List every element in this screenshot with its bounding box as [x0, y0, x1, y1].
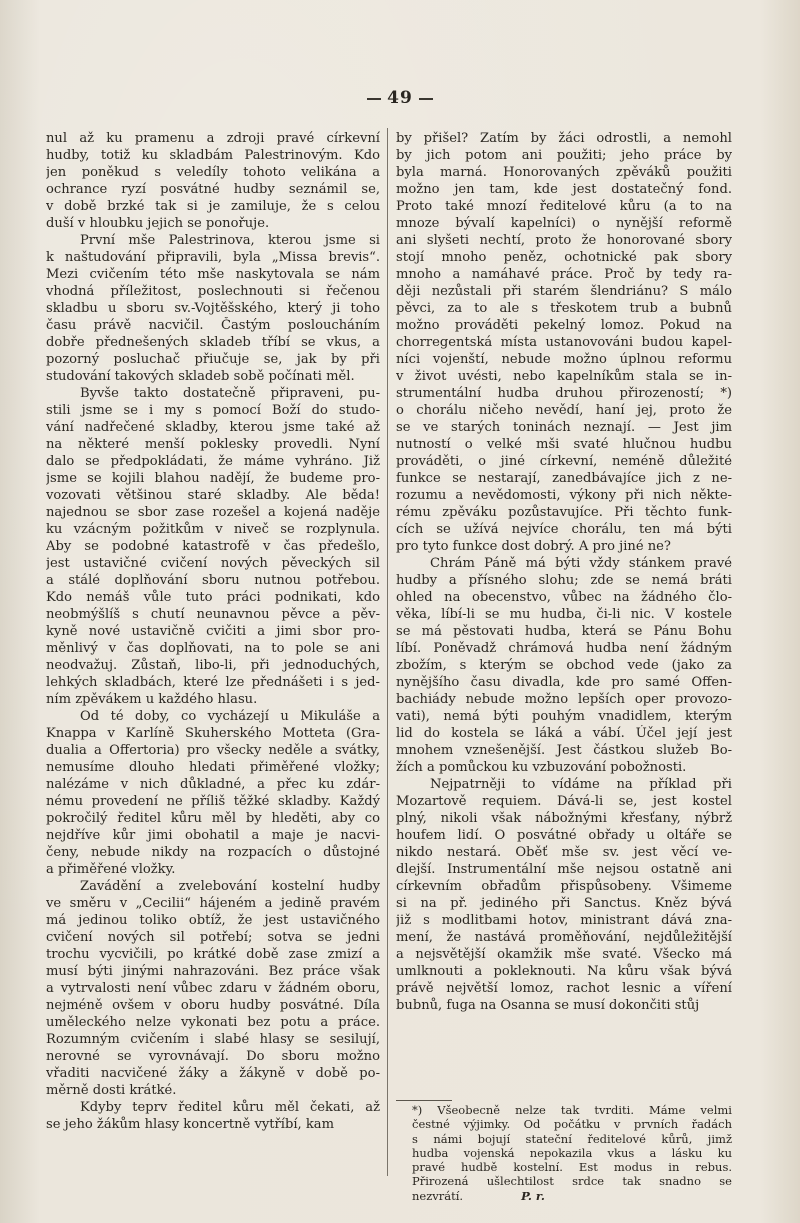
text-line: vhodná příležitost, poslechnouti si řečenou — [46, 284, 380, 299]
text-line: Kdo nemáš vůle tuto práci podnikati, kdo — [46, 590, 380, 605]
text-line: ději nezůstali při starém šlendriánu? S málo — [396, 284, 732, 299]
text-line: mnoho a namáhavé práce. Proč by tedy ra- — [396, 267, 732, 282]
text-line: církevním obřadům přispůsobeny. Všimeme — [396, 879, 732, 894]
text-line: neodvažuj. Zůstaň, libo-li, při jednoduchých, — [46, 658, 380, 673]
footnote-line: čestné výjimky. Od počátku v prvních řadách — [412, 1117, 732, 1132]
text-line: zbožím, s kterým se obchod vede (jako za — [396, 658, 732, 673]
text-line: času právě nacvičil. Častým posloucháním — [46, 318, 380, 333]
text-line: se jeho žákům hlasy koncertně vytříbí, kam — [46, 1117, 335, 1132]
footnote-line: s námi bojují stateční ředitelové kůrů, jimž — [412, 1131, 732, 1146]
text-line: bachiády nebude možno lepších oper provozo- — [396, 692, 732, 707]
left-column — [46, 130, 380, 1133]
text-line: vřaditi nacvičené žáky a žákyně v době po- — [46, 1066, 380, 1081]
text-line: Byvše takto dostatečně připraveni, pu- — [80, 386, 380, 401]
footnote — [412, 1103, 732, 1203]
text-line: uměleckého nelze vykonati bez potu a práce. — [46, 1015, 380, 1030]
text-line: stojí mnoho peněz, ochotnické pak sbory — [396, 250, 732, 265]
footnote-signature: P. r. — [521, 1188, 545, 1203]
paragraph — [46, 878, 380, 1099]
text-line: mení, že nastává proměňování, nejdůležitější — [396, 930, 732, 945]
text-line: duší v hloubku jejich se ponořuje. — [46, 216, 270, 231]
paragraph — [46, 385, 380, 708]
text-line: rozumu a nevědomosti, výkony při nich někte- — [396, 488, 732, 503]
paragraph — [396, 555, 732, 776]
text-line: Zavádění a zvelebování kostelní hudby — [80, 879, 380, 894]
text-line: cvičení nových sil potřebí; sotva se jedni — [46, 930, 380, 945]
text-line: nynějšího času divadla, kde pro samé Offen- — [396, 675, 732, 690]
footnote-line: hudba vojenská nepokazila vkus a lásku ku — [412, 1145, 732, 1160]
text-line: pěvci, za to ale s třeskotem trub a bubnů — [396, 301, 732, 316]
text-line: kyně nové ustavičně cvičiti a jimi sbor pro- — [46, 624, 380, 639]
text-line: se ve starých toninách neznají. — Jest jim — [396, 420, 732, 435]
text-line: se má pěstovati hudba, která se Pánu Bohu — [396, 624, 732, 639]
text-line: lehkých skladbách, které lze přednášeti i s jed- — [46, 675, 380, 690]
text-line: si na př. jediného při Sanctus. Kněz bývá — [396, 896, 732, 911]
text-line: Aby se podobné katastrofě v čas předešlo, — [46, 539, 380, 554]
text-line: nejméně ovšem v oboru hudby posvátné. Díla — [46, 998, 380, 1013]
text-line: prováděti, o jiné církevní, neméně důležité — [396, 454, 732, 469]
text-line: měnlivý v čas doplňovati, na to pole se ani — [46, 641, 380, 656]
text-line: Knappa v Karlíně Skuherského Motteta (Gra- — [46, 726, 380, 741]
text-line: najednou se sbor zase rozešel a kojená naděje — [46, 505, 380, 520]
text-line: jen poněkud s veledíly tohoto velikána a — [46, 165, 380, 180]
text-line: na některé menší poklesky provedli. Nyní — [46, 437, 380, 452]
text-line: hudby, totiž ku skladbám Palestrinovým. Kdo — [46, 148, 380, 163]
text-line: Rozumným cvičením i slabé hlasy se sesilují, — [46, 1032, 380, 1047]
text-line: ním zpěvákem u každého hlasu. — [46, 692, 258, 707]
right-column — [396, 130, 732, 1014]
text-line: Od té doby, co vycházejí u Mikuláše a — [80, 709, 380, 724]
ornament-dash-right — [419, 98, 433, 100]
text-line: byla marná. Honorovaných zpěváků použiti — [396, 165, 732, 180]
footnote-rule — [396, 1100, 452, 1101]
text-line: možno jen tam, kde jest dostatečný fond. — [396, 182, 732, 197]
paragraph — [46, 1099, 380, 1133]
text-line: Chrám Páně má býti vždy stánkem pravé — [430, 556, 732, 571]
text-line: věka, líbí-li se mu hudba, či-li nic. V kostele — [396, 607, 732, 622]
text-line: by jich potom ani použiti; jeho práce by — [396, 148, 732, 163]
page-number-text: 49 — [387, 88, 413, 108]
text-line: strumentální hudba druhou přirozeností; *) — [396, 386, 732, 401]
text-line: o chorálu ničeho nevědí, haní jej, proto že — [396, 403, 732, 418]
text-line: žích a pomůckou ku vzbuzování pobožnosti. — [396, 760, 687, 775]
text-line: Proto také mnozí ředitelové kůru (a to na — [396, 199, 732, 214]
text-line: ani slyšeti nechtí, proto že honorované sbory — [396, 233, 732, 248]
footnote-line: *) Všeobecně nelze tak tvrditi. Máme velmi — [412, 1103, 732, 1117]
text-line: Nejpatrněji to vídáme na příklad při — [430, 777, 732, 792]
text-line: jsme se kojili blahou nadějí, že budeme pro- — [46, 471, 380, 486]
text-line: nul až ku pramenu a zdroji pravé církevní — [46, 131, 380, 146]
text-line: pozorný posluchač přiučuje se, jak by při — [46, 352, 380, 367]
page-number — [0, 88, 800, 108]
text-line: jest ustavičné cvičení nových pěveckých sil — [46, 556, 380, 571]
text-line: má jedinou toliko obtíž, že jest ustavičného — [46, 913, 380, 928]
text-line: nerovné se vyrovnávají. Do sboru možno — [46, 1049, 380, 1064]
footnote-line: nezvrátí. P. r. — [412, 1188, 545, 1203]
text-line: již s modlitbami hotov, ministrant dává zna- — [396, 913, 732, 928]
text-line: k naštudování připravili, byla „Missa brevis“. — [46, 250, 380, 265]
text-line: ohled na obecenstvo, vůbec na žádného člo- — [396, 590, 732, 605]
text-line: nikdo nestará. Oběť mše sv. jest věcí ve- — [396, 845, 732, 860]
text-line: a nejsvětější okamžik mše svaté. Všecko má — [396, 947, 732, 962]
text-line: níci vojenští, nebude možno úplnou reformu — [396, 352, 732, 367]
text-line: nutností o velké mši svaté hlučnou hudbu — [396, 437, 732, 452]
text-line: houfem lidí. O posvátné obřady u oltáře se — [396, 828, 732, 843]
column-divider — [387, 128, 388, 1176]
text-line: ve směru v „Cecilii“ hájeném a jedině pravém — [46, 896, 380, 911]
text-line: čeny, nebude nikdy na rozpacích o důstojné — [46, 845, 380, 860]
text-line: měrně dosti krátké. — [46, 1083, 177, 1098]
text-line: hudby a přísného slohu; zde se nemá bráti — [396, 573, 732, 588]
text-line: studování takových skladeb sobě počínati měl. — [46, 369, 355, 384]
text-line: líbí. Poněvadž chrámová hudba není žádným — [396, 641, 732, 656]
text-line: mnohem vznešenější. Jest částkou služeb Bo- — [396, 743, 732, 758]
paragraph — [46, 708, 380, 878]
text-line: pokročilý ředitel kůru měl by hleděti, aby co — [46, 811, 380, 826]
text-line: rému zpěváku pozůstavujíce. Při těchto funk- — [396, 505, 732, 520]
footnote-line: pravé hudbě kostelní. Est modus in rebus. — [412, 1160, 732, 1175]
text-line: a vytrvalosti není vůbec zdaru v žádném oboru, — [46, 981, 380, 996]
text-line: v době brzké tak si je zamiluje, že s celou — [46, 199, 380, 214]
text-line: nalézáme v nich důkladné, a přec ku zdár- — [46, 777, 380, 792]
text-line: musí býti jinými nahrazováni. Bez práce však — [46, 964, 380, 979]
text-line: mnoze bývalí kapelníci) o nynější reformě — [396, 216, 732, 231]
paragraph — [46, 232, 380, 385]
text-line: skladbu u sboru sv.-Vojtěšského, který ji toho — [46, 301, 380, 316]
text-line: dobře přednešených skladeb tříbí se vkus, a — [46, 335, 380, 350]
text-line: dlejší. Instrumentální mše nejsou ostatně ani — [396, 862, 732, 877]
text-line: funkce se nestarají, zanedbávajíce jich z ne- — [396, 471, 732, 486]
text-line: ochrance ryzí posvátné hudby seznámil se, — [46, 182, 380, 197]
text-line: vozovati většinou staré skladby. Ale běda! — [46, 488, 380, 503]
text-line: vati), nemá býti pouhým vnadidlem, kterým — [396, 709, 732, 724]
text-line: trochu vycvičili, po krátké době zase zmizí a — [46, 947, 380, 962]
text-line: dalo se předpokládati, že máme vyhráno. Již — [46, 454, 380, 469]
text-line: umlknouti a pokleknouti. Na kůru však bývá — [396, 964, 732, 979]
text-line: možno prováděti pekelný lomoz. Pokud na — [396, 318, 732, 333]
text-line: a přiměřené vložky. — [46, 862, 176, 877]
text-line: nejdříve kůr jimi obohatil a maje je nacvi- — [46, 828, 380, 843]
paragraph — [396, 776, 732, 1014]
footnote-line: Přirozená ušlechtilost srdce tak snadno se — [412, 1174, 732, 1189]
ornament-dash-left — [367, 98, 381, 100]
text-line: by přišel? Zatím by žáci odrostli, a nemohl — [396, 131, 732, 146]
text-line: právě největší lomoz, rachot lesnic a víření — [396, 981, 732, 996]
text-line: nemusíme dlouho hledati přiměřené vložky; — [46, 760, 380, 775]
text-line: a stálé doplňování sboru nutnou potřebou. — [46, 573, 380, 588]
paragraph — [46, 130, 380, 232]
text-line: v život uvésti, nebo kapelníkům stala se in- — [396, 369, 732, 384]
text-line: lid do kostela se láká a vábí. Účel její jest — [396, 726, 732, 741]
text-line: dualia a Offertoria) pro všecky neděle a svátky, — [46, 743, 380, 758]
text-line: chorregentská místa ustanovováni budou kapel- — [396, 335, 732, 350]
text-line: Mozartově requiem. Dává-li se, jest kostel — [396, 794, 732, 809]
text-line: První mše Palestrinova, kterou jsme si — [80, 233, 380, 248]
text-line: stili jsme se i my s pomocí Boží do studo- — [46, 403, 380, 418]
text-line: Mezi cvičením této mše naskytovala se nám — [46, 267, 380, 282]
paragraph — [396, 130, 732, 555]
text-line: vání nadřečené skladby, kterou jsme také až — [46, 420, 380, 435]
text-line: nému provedení ne příliš těžké skladby. Každý — [46, 794, 380, 809]
text-line: bubnů, fuga na Osanna se musí dokončiti stůj — [396, 998, 700, 1013]
text-line: cích se užívá nejvíce chorálu, ten má býti — [396, 522, 732, 537]
text-line: ku vzácným požitkům v niveč se rozplynula. — [46, 522, 380, 537]
text-line: neobmýšlíš s chutí neunavnou pěvce a pěv- — [46, 607, 380, 622]
text-line: Kdyby teprv ředitel kůru měl čekati, až — [80, 1100, 380, 1115]
text-line: plný, nikoli však nábožnými křesťany, nýbrž — [396, 811, 732, 826]
text-line: pro tyto funkce dost dobrý. A pro jiné ne? — [396, 539, 671, 554]
